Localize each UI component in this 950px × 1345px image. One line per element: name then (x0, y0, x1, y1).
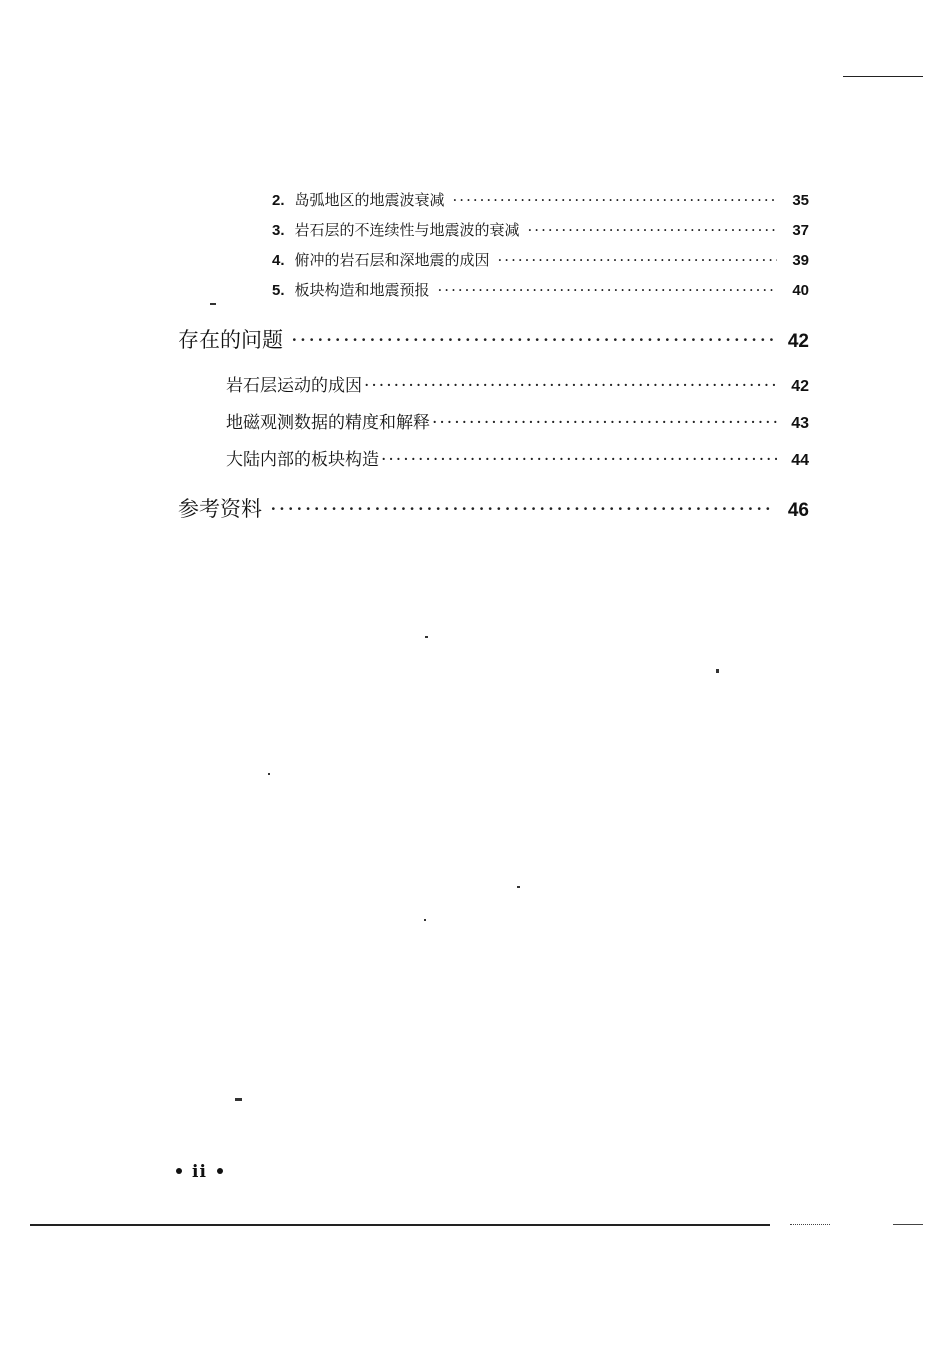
toc-entry-title: 岩石层运动的成因 (226, 376, 362, 396)
toc-entry[interactable] (226, 408, 809, 433)
toc-entry-title (272, 189, 445, 210)
bullet-icon (217, 1168, 223, 1174)
toc-entry[interactable] (272, 189, 809, 210)
toc-entry-text: 岩石层的不连续性与地震波的衰减 (294, 221, 520, 239)
bullet-icon (176, 1168, 182, 1174)
toc-entry-number: 3. (272, 222, 285, 239)
toc-chapter[interactable] (178, 493, 809, 523)
dot-leader (438, 281, 777, 299)
toc-entry-text: 岛弧地区的地震波衰减 (294, 191, 445, 209)
dot-leader (291, 328, 775, 352)
toc-entry-title: 大陆内部的板块构造 (226, 450, 379, 470)
toc-chapter-title: 存在的问题 (178, 328, 283, 352)
toc-entry[interactable] (226, 445, 809, 470)
toc-entry-number: 5. (272, 282, 285, 299)
toc-chapter-title: 参考资料 (178, 497, 262, 521)
toc-entry-title (272, 219, 520, 240)
toc-entry-title: 地磁观测数据的精度和解释 (226, 413, 430, 433)
toc-entry-title (272, 279, 430, 300)
toc-entry-number: 4. (272, 252, 285, 269)
toc-entry-page: 43 (791, 415, 809, 432)
dot-leader (498, 251, 777, 269)
toc-entry-title (272, 249, 490, 270)
toc-entry-text: 板块构造和地震预报 (294, 281, 430, 299)
scan-speck (210, 303, 216, 305)
toc-entry[interactable] (272, 219, 809, 240)
toc-entry-page: 40 (792, 282, 809, 299)
bottom-rule-fragment (790, 1224, 830, 1225)
page-footer (176, 1162, 223, 1182)
dot-leader (381, 450, 777, 470)
scan-speck (268, 773, 270, 775)
toc-chapter-page: 46 (787, 500, 809, 521)
scan-speck (716, 669, 719, 673)
bottom-rule (30, 1224, 770, 1226)
toc-entry-text: 俯冲的岩石层和深地震的成因 (294, 251, 490, 269)
top-rule (843, 76, 923, 77)
dot-leader (270, 497, 775, 521)
toc-entry-page: 37 (792, 222, 809, 239)
scan-speck (517, 886, 520, 888)
dot-leader (432, 413, 777, 433)
toc-entry-page: 39 (792, 252, 809, 269)
toc-entry-page: 35 (792, 192, 809, 209)
scan-speck (425, 636, 428, 638)
dot-leader (528, 221, 777, 239)
scan-speck (235, 1098, 242, 1101)
toc-entry-page: 42 (791, 378, 809, 395)
toc-chapter-page: 42 (787, 331, 809, 352)
scan-speck (424, 919, 426, 921)
bottom-rule-fragment (893, 1224, 923, 1225)
toc-entry[interactable] (272, 279, 809, 300)
dot-leader (453, 191, 777, 209)
toc-entry[interactable] (272, 249, 809, 270)
toc-chapter[interactable] (178, 324, 809, 354)
toc-entry-number: 2. (272, 192, 285, 209)
dot-leader (364, 376, 777, 396)
page-number: ii (192, 1162, 207, 1182)
toc-entry[interactable] (226, 371, 809, 396)
toc-entry-page: 44 (791, 452, 809, 469)
